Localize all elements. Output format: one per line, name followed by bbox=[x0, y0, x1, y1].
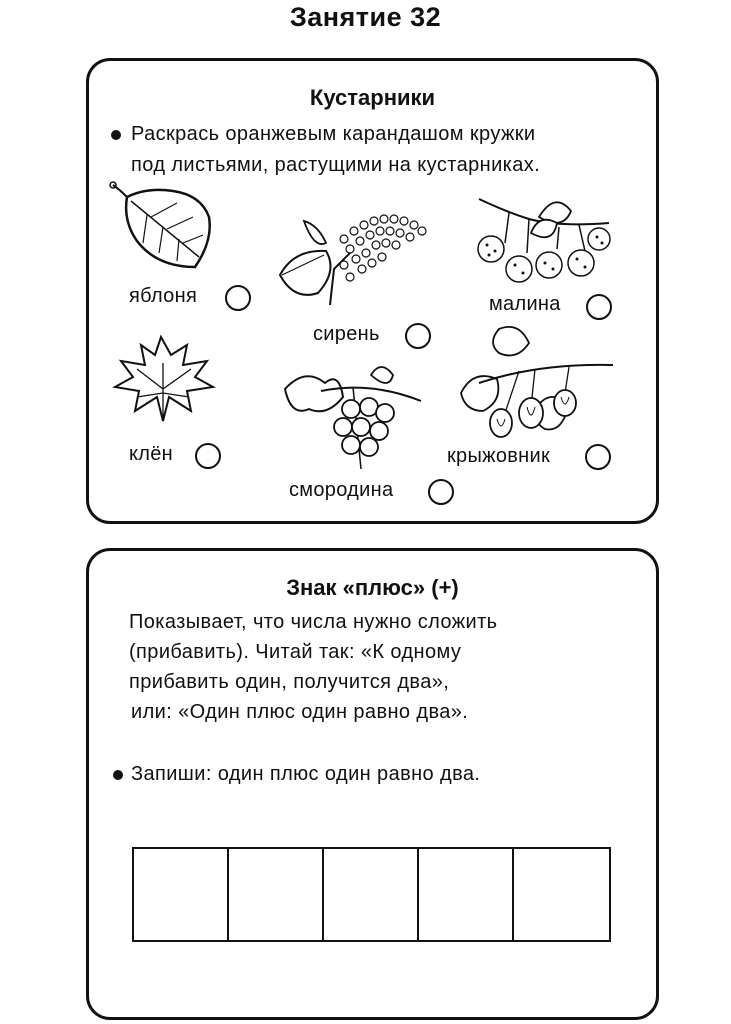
plus-task: Запиши: один плюс один равно два. bbox=[131, 763, 481, 785]
label-maple: клён bbox=[129, 443, 174, 465]
shrubs-card bbox=[86, 58, 659, 524]
plus-card bbox=[86, 548, 659, 1020]
label-raspberry: малина bbox=[489, 293, 561, 315]
page-title: Занятие 32 bbox=[289, 2, 442, 32]
maple-leaf-icon bbox=[109, 333, 221, 423]
currant-icon bbox=[281, 361, 431, 473]
answer-cell[interactable] bbox=[514, 849, 609, 940]
explanation-line: Показывает, что числа нужно сложить bbox=[129, 611, 498, 633]
bullet-icon bbox=[113, 770, 123, 780]
bullet-icon bbox=[111, 130, 121, 140]
plus-heading: Знак «плюс» (+) bbox=[286, 575, 459, 600]
answer-cell[interactable] bbox=[134, 849, 229, 940]
answer-cell[interactable] bbox=[324, 849, 419, 940]
answer-circle-currant[interactable] bbox=[428, 479, 454, 505]
label-apple: яблоня bbox=[129, 285, 198, 307]
instruction-line: Раскрась оранжевым карандашом кружки bbox=[131, 123, 536, 145]
answer-circle-maple[interactable] bbox=[195, 443, 221, 469]
label-currant: смородина bbox=[289, 479, 394, 501]
answer-cell[interactable] bbox=[229, 849, 324, 940]
answer-circle-gooseberry[interactable] bbox=[585, 444, 611, 470]
shrubs-instruction bbox=[131, 119, 651, 181]
answer-grid bbox=[132, 847, 611, 942]
apple-leaf-icon bbox=[107, 181, 217, 273]
plus-explanation bbox=[129, 607, 649, 727]
answer-circle-raspberry[interactable] bbox=[586, 294, 612, 320]
lilac-icon bbox=[274, 209, 444, 309]
label-gooseberry: крыжовник bbox=[447, 445, 551, 467]
answer-circle-apple[interactable] bbox=[225, 285, 251, 311]
explanation-line: (прибавить). Читай так: «К одному bbox=[129, 641, 462, 663]
label-lilac: сирень bbox=[313, 323, 380, 345]
raspberry-icon bbox=[469, 193, 619, 285]
answer-cell[interactable] bbox=[419, 849, 514, 940]
answer-circle-lilac[interactable] bbox=[405, 323, 431, 349]
explanation-line: или: «Один плюс один равно два». bbox=[131, 701, 469, 723]
explanation-line: прибавить один, получится два», bbox=[129, 671, 450, 693]
gooseberry-icon bbox=[459, 323, 619, 445]
instruction-line: под листьями, растущими на кустарниках. bbox=[131, 154, 541, 176]
shrubs-heading: Кустарники bbox=[309, 85, 436, 110]
